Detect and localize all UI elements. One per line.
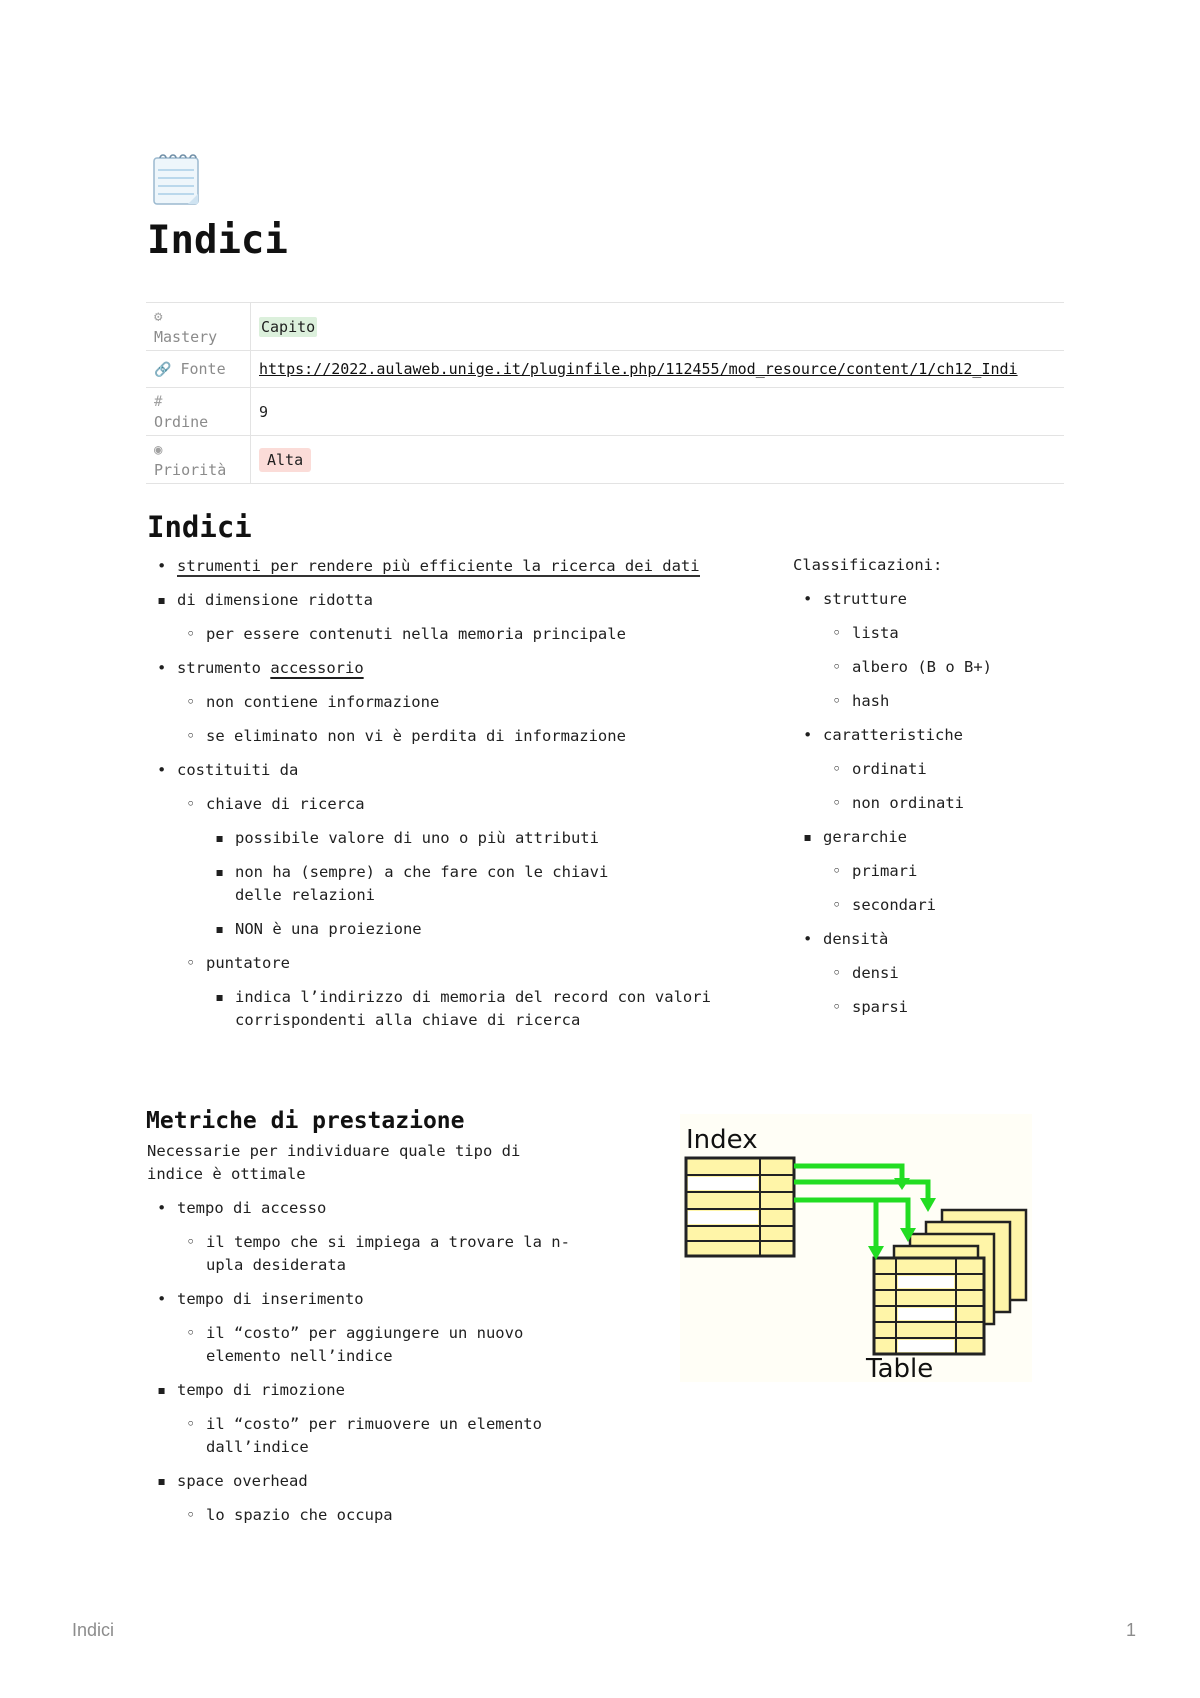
property-key: Priorità [154, 461, 227, 479]
list-item: • strumento accessorio ◦ non contiene informazione ◦ se eliminato non vi è perdita di informazione [147, 657, 737, 759]
list-item: ◦ chiave di ricerca ▪ possibile valore di uno o più attributi ▪ non ha (sempre) a che fare con le chiavi delle relazioni ▪ NON è una proiezione [147, 793, 737, 952]
list-item: ▪ space overhead ◦ lo spazio che occupa [147, 1470, 607, 1538]
circle-icon: ◉ [154, 442, 163, 458]
section-heading: Metriche di prestazione [146, 1108, 465, 1134]
properties-table [146, 302, 1064, 484]
section-heading: Indici [147, 510, 252, 544]
list-item: ◦ puntatore ▪ indica l’indirizzo di memoria del record con valori corrispondenti alla chiave di ricerca [147, 952, 737, 1043]
hash-icon: # [154, 394, 163, 410]
list-item: • densità ◦ densi ◦ sparsi [793, 928, 1093, 1030]
list-item: ◦ il tempo che si impiega a trovare la n-upla desiderata [186, 1233, 570, 1274]
list-item: ◦ secondari [832, 896, 936, 914]
priority-tag: Alta [259, 448, 311, 472]
metrics-column [147, 1140, 607, 1538]
list-item: ◦ lo spazio che occupa [186, 1506, 393, 1524]
table-label: Table [866, 1354, 934, 1382]
list-item: ▪ indica l’indirizzo di memoria del record con valori corrispondenti alla chiave di ricerca [215, 988, 711, 1029]
list-item: ◦ lista [832, 624, 899, 642]
list-item: • tempo di inserimento ◦ il “costo” per aggiungere un nuovo elemento nell’indice [147, 1288, 607, 1379]
right-column [793, 554, 1093, 1030]
page-title: Indici [147, 218, 288, 263]
property-key: Mastery [154, 328, 218, 346]
list-item: ◦ non ordinati [832, 794, 964, 812]
source-link[interactable]: https://2022.aulaweb.unige.it/pluginfile.php/112455/mod_resource/content/1/ch12_Indi [259, 360, 1018, 378]
list-item: ▪ non ha (sempre) a che fare con le chiavi delle relazioni [215, 863, 609, 904]
left-column [147, 555, 737, 1043]
mastery-tag: Capito [261, 317, 316, 336]
list-item: ◦ il “costo” per aggiungere un nuovo elemento nell’indice [186, 1324, 524, 1365]
list-item: ◦ primari [832, 862, 918, 880]
order-value: 9 [259, 402, 269, 421]
list-item: • strumenti per rendere più efficiente la ricerca dei dati [157, 557, 700, 575]
footer-title: Indici [72, 1620, 115, 1640]
list-item: ◦ per essere contenuti nella memoria principale [186, 625, 626, 643]
list-item: ◦ sparsi [832, 998, 908, 1016]
index-table-diagram [680, 1114, 1032, 1382]
page-number: 1 [1125, 1620, 1136, 1640]
list-item: ▪ tempo di rimozione ◦ il “costo” per rimuovere un elemento dall’indice [147, 1379, 607, 1470]
property-row [146, 388, 1064, 436]
classification-label: Classificazioni: [793, 556, 943, 574]
list-item: ▪ di dimensione ridotta ◦ per essere contenuti nella memoria principale [147, 589, 737, 657]
notepad-icon [150, 150, 204, 208]
list-item: ◦ se eliminato non vi è perdita di informazione [186, 727, 626, 745]
metrics-intro: Necessarie per individuare quale tipo di indice è ottimale [147, 1142, 521, 1183]
property-key: Fonte [180, 359, 226, 378]
list-item: ◦ ordinati [832, 760, 927, 778]
list-item: ▪ possibile valore di uno o più attributi [215, 829, 599, 847]
gear-icon: ⚙ [154, 309, 163, 325]
list-item: ▪ gerarchie ◦ primari ◦ secondari [793, 826, 1093, 928]
index-block [686, 1158, 794, 1256]
property-row [146, 351, 1064, 388]
property-key: Ordine [154, 413, 209, 431]
list-item: ◦ densi [832, 964, 899, 982]
list-item: • tempo di accesso ◦ il tempo che si impiega a trovare la n-upla desiderata [147, 1197, 607, 1288]
list-item: ▪ NON è una proiezione [215, 920, 422, 938]
list-item: ◦ il “costo” per rimuovere un elemento dall’indice [186, 1415, 542, 1456]
property-row [146, 303, 1064, 351]
property-row [146, 436, 1064, 484]
list-item: ◦ albero (B o B+) [832, 658, 992, 676]
list-item: • caratteristiche ◦ ordinati ◦ non ordinati [793, 724, 1093, 826]
list-item: • strutture ◦ lista ◦ albero (B o B+) ◦ hash [793, 588, 1093, 724]
link-icon: 🔗 [154, 361, 172, 378]
list-item: ◦ hash [832, 692, 890, 710]
index-label: Index [686, 1125, 758, 1155]
list-item: ◦ non contiene informazione [186, 693, 440, 711]
list-item: • costituiti da ◦ chiave di ricerca ▪ possibile valore di uno o più attributi ▪ non ha (sempre) a che fare con le chiavi delle relazioni ▪ NON è una proiezione ◦ puntatore ▪ indica l’indirizzo di memoria del record con valori corrispondenti alla chiave di ricerca [147, 759, 737, 1043]
